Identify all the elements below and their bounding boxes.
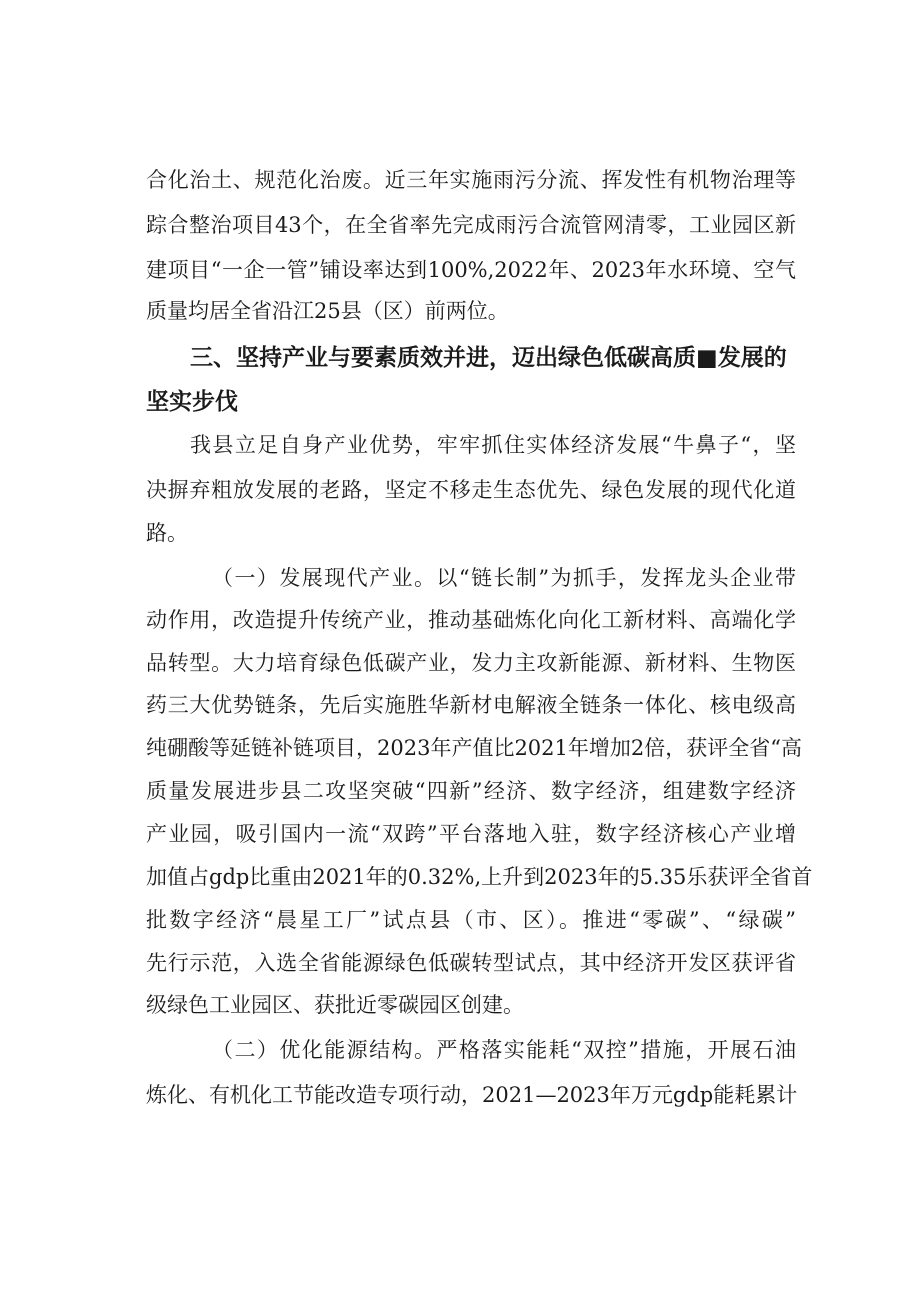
paragraph-3-line-8: 加值占gdp比重由2021年的0.32%,上升到2023年的5.35乐获评全省首 (146, 865, 813, 889)
paragraph-3-line-2: 动作用，改造提升传统产业，推动基础炼化向化工新材料、高端化学 (146, 608, 796, 632)
section-3-heading-line-2: 坚实步伐 (146, 389, 238, 415)
section-3-heading-line-1: 三、坚持产业与要素质效并进，迈出绿色低碳高质■发展的 (190, 345, 787, 371)
paragraph-2-line-2: 决摒弃粗放发展的老路，坚定不移走生态优先、绿色发展的现代化道 (146, 478, 796, 502)
paragraph-2-line-3: 路。 (146, 521, 188, 545)
paragraph-3-line-11: 级绿色工业园区、获批近零碳园区创建。 (146, 993, 524, 1017)
paragraph-3-line-3: 品转型。大力培育绿色低碳产业，发力主攻新能源、新材料、生物医 (146, 651, 796, 675)
paragraph-3-line-7: 产业园，吸引国内一流“双跨”平台落地入驻，数字经济核心产业增 (146, 822, 796, 846)
paragraph-1-line-2: 踪合整治项目43个，在全省率先完成雨污合流管网清零，工业园区新 (146, 213, 796, 237)
paragraph-4-line-2: 炼化、有机化工节能改造专项行动，2021—2023年万元gdp能耗累计 (146, 1083, 798, 1107)
paragraph-1-line-4: 质量均居全省沿江25县（区）前两位。 (146, 299, 509, 323)
paragraph-3-line-9: 批数字经济“晨星工厂”试点县（市、区）。推进“零碳”、“绿碳” (146, 908, 796, 932)
paragraph-3-line-1: （一）发展现代产业。以“链长制”为抓手，发挥龙头企业带 (212, 566, 796, 590)
paragraph-3-line-10: 先行示范，入选全省能源绿色低碳转型试点，其中经济开发区获评省 (146, 951, 796, 975)
paragraph-3-line-6: 质量发展进步县二攻坚突破“四新”经济、数字经济，组建数字经济 (146, 779, 796, 803)
paragraph-3-line-5: 纯硼酸等延链补链项目，2023年产值比2021年增加2倍，获评全省“高 (146, 736, 802, 760)
paragraph-4-line-1: （二）优化能源结构。严格落实能耗“双控”措施，开展石油 (212, 1038, 796, 1062)
paragraph-2-line-1: 我县立足自身产业优势，牢牢抓住实体经济发展“牛鼻子“，坚 (190, 433, 796, 457)
paragraph-3-line-4: 药三大优势链条，先后实施胜华新材电解液全链条一体化、核电级高 (146, 693, 796, 717)
paragraph-1-line-1: 合化治土、规范化治废。近三年实施雨污分流、挥发性有机物治理等 (146, 168, 796, 192)
paragraph-1-line-3: 建项目“一企一管”铺设率达到100%,2022年、2023年水环境、空气 (146, 258, 796, 282)
